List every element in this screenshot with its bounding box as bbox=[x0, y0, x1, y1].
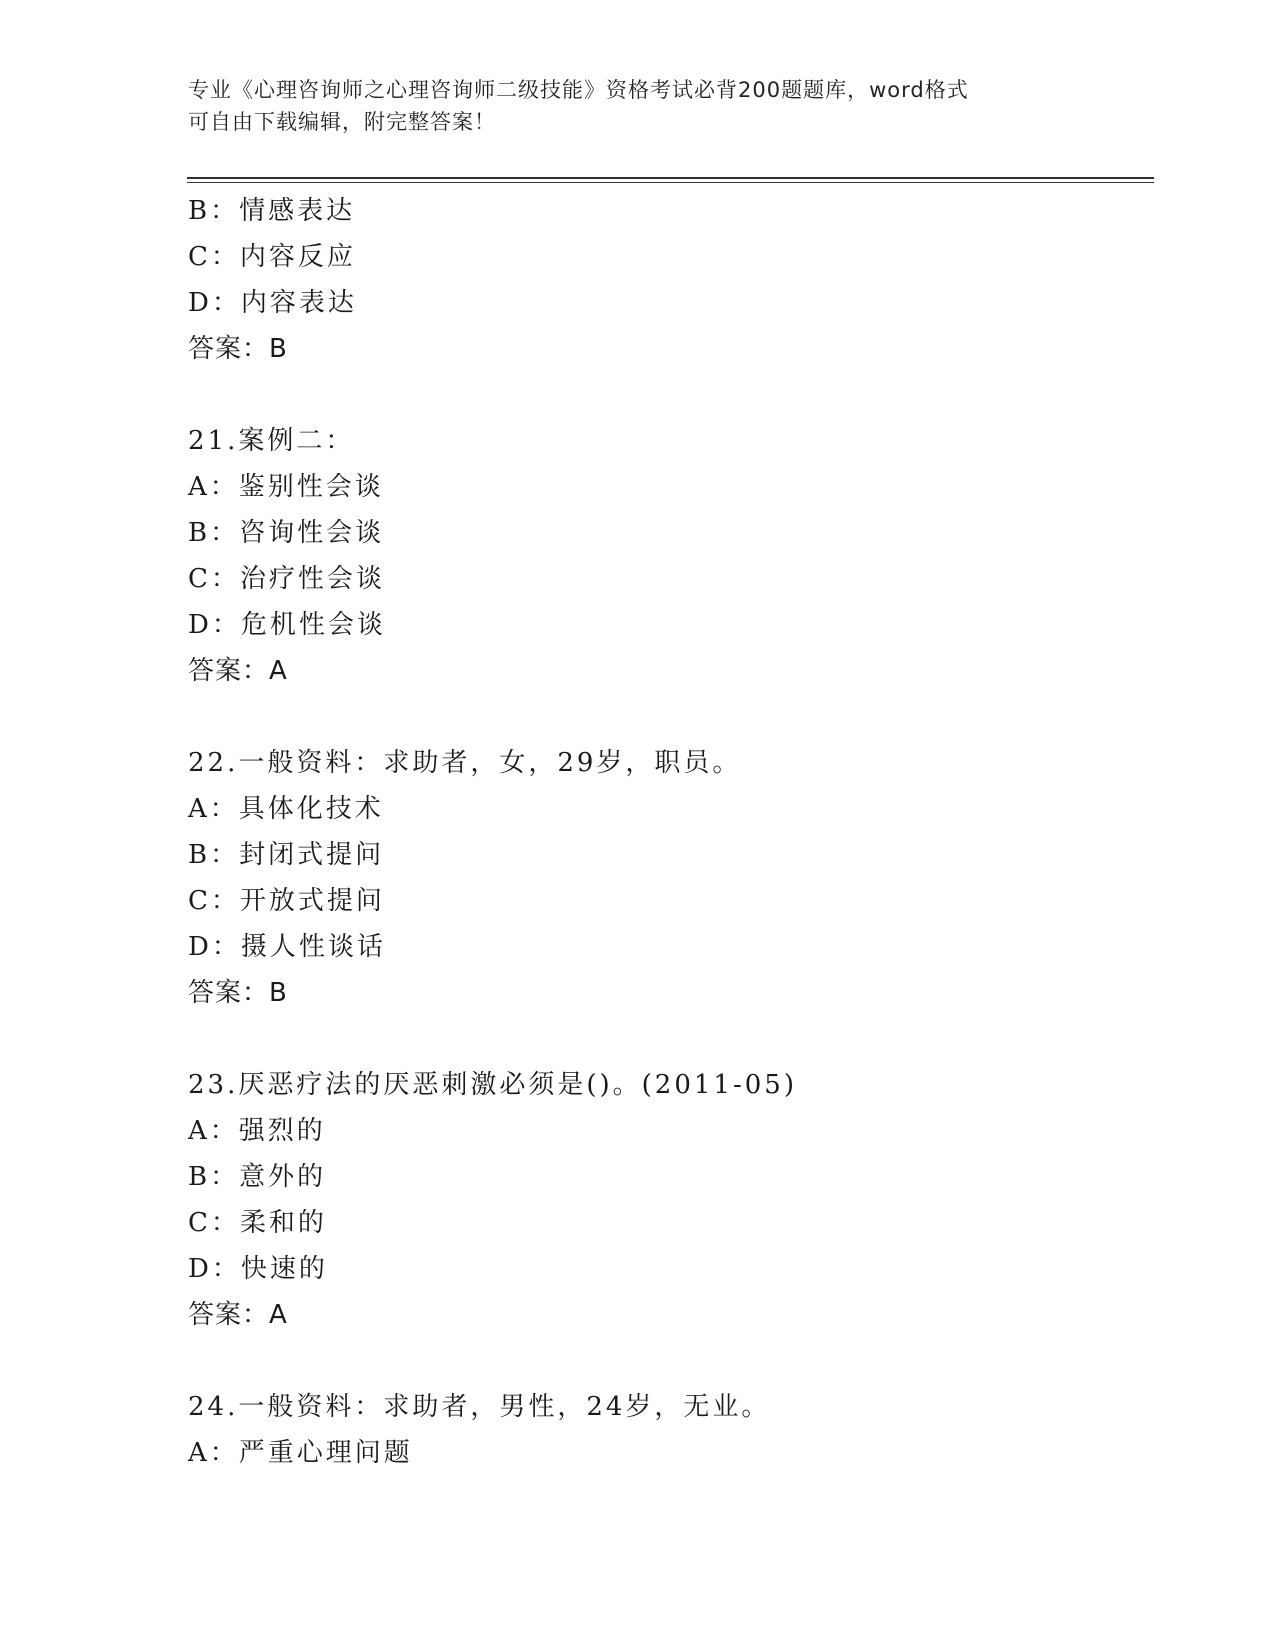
question-block-23 bbox=[188, 1062, 1148, 1338]
option-c: C：柔和的 bbox=[188, 1208, 327, 1238]
option-d: D：内容表达 bbox=[188, 288, 357, 318]
option-d: D：快速的 bbox=[188, 1254, 328, 1284]
question-list bbox=[188, 188, 1148, 1476]
option-d: D：危机性会谈 bbox=[188, 610, 386, 640]
spacer bbox=[188, 694, 1148, 740]
option-a: A：强烈的 bbox=[188, 1116, 326, 1146]
answer: 答案：A bbox=[188, 1300, 288, 1330]
question-title: 22.一般资料：求助者，女，29岁，职员。 bbox=[188, 748, 742, 778]
page-header bbox=[188, 74, 1088, 138]
option-b: B：封闭式提问 bbox=[188, 840, 385, 870]
question-block-21 bbox=[188, 418, 1148, 694]
question-block-22 bbox=[188, 740, 1148, 1016]
question-title: 24.一般资料：求助者，男性，24岁，无业。 bbox=[188, 1392, 771, 1422]
option-c: C：治疗性会谈 bbox=[188, 564, 385, 594]
option-b: B：情感表达 bbox=[188, 196, 356, 226]
option-d: D：摄人性谈话 bbox=[188, 932, 386, 962]
answer: 答案：B bbox=[188, 334, 288, 364]
option-a: A：具体化技术 bbox=[188, 794, 384, 824]
question-title: 21.案例二： bbox=[188, 426, 355, 456]
spacer bbox=[188, 1338, 1148, 1384]
option-c: C：开放式提问 bbox=[188, 886, 385, 916]
spacer bbox=[188, 372, 1148, 418]
question-block-24 bbox=[188, 1384, 1148, 1476]
option-a: A：严重心理问题 bbox=[188, 1438, 413, 1468]
option-a: A：鉴别性会谈 bbox=[188, 472, 384, 502]
header-line-2: 可自由下载编辑，附完整答案！ bbox=[188, 110, 496, 134]
header-line-1: 专业《心理咨询师之心理咨询师二级技能》资格考试必背200题题库，word格式 bbox=[188, 78, 969, 102]
question-block-20 bbox=[188, 188, 1148, 372]
question-title: 23.厌恶疗法的厌恶刺激必须是()。(2011-05) bbox=[188, 1070, 797, 1100]
option-b: B：咨询性会谈 bbox=[188, 518, 385, 548]
option-b: B：意外的 bbox=[188, 1162, 327, 1192]
header-rule-thick bbox=[187, 177, 1154, 179]
header-rule-thin bbox=[187, 182, 1154, 183]
answer: 答案：A bbox=[188, 656, 288, 686]
spacer bbox=[188, 1016, 1148, 1062]
answer: 答案：B bbox=[188, 978, 288, 1008]
option-c: C：内容反应 bbox=[188, 242, 356, 272]
